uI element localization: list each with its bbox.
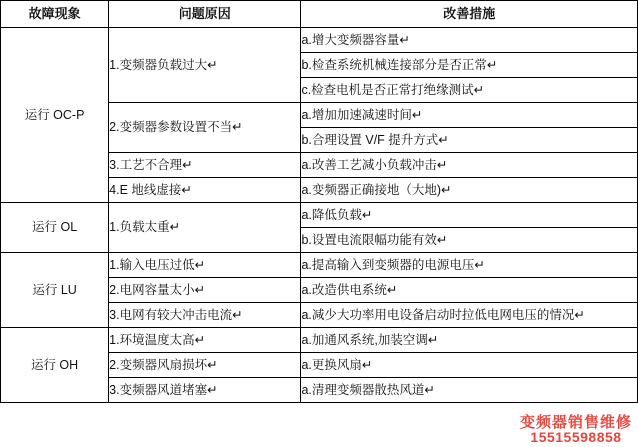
- cause-cell: 3.变频器风道堵塞↵: [109, 378, 301, 403]
- table-row: [1, 203, 638, 228]
- column-header-symptom: 故障现象: [1, 1, 109, 28]
- cause-cell: 1.变频器负载过大↵: [109, 28, 301, 103]
- group-label: 运行 LU: [1, 253, 109, 328]
- action-cell: a.改造供电系统↵: [301, 278, 638, 303]
- action-cell: a.减少大功率用电设备启动时拉低电网电压的情况↵: [301, 303, 638, 328]
- cause-cell: 2.电网容量太小↵: [109, 278, 301, 303]
- cause-cell: 3.电网有较大冲击电流↵: [109, 303, 301, 328]
- group-label: 运行 OL: [1, 203, 109, 253]
- action-cell: b.设置电流限幅功能有效↵: [301, 228, 638, 253]
- table-row: [1, 28, 638, 53]
- table-row: [1, 328, 638, 353]
- watermark-line-2: 15515598858: [530, 429, 622, 446]
- cause-cell: 4.E 地线虚接↵: [109, 178, 301, 203]
- cause-cell: 1.输入电压过低↵: [109, 253, 301, 278]
- action-cell: a.增大变频器容量↵: [301, 28, 638, 53]
- watermark-line-1: 变频器销售维修: [519, 413, 632, 431]
- action-cell: a.降低负载↵: [301, 203, 638, 228]
- action-cell: a.增加加速减速时间↵: [301, 103, 638, 128]
- cause-cell: 2.变频器风扇损坏↵: [109, 353, 301, 378]
- column-header-cause: 问题原因: [109, 1, 301, 28]
- cause-cell: 2.变频器参数设置不当↵: [109, 103, 301, 153]
- column-header-action: 改善措施: [301, 1, 638, 28]
- action-cell: a.清理变频器散热风道↵: [301, 378, 638, 403]
- cause-cell: 1.环境温度太高↵: [109, 328, 301, 353]
- action-cell: c.检查电机是否正常打绝缘测试↵: [301, 78, 638, 103]
- action-cell: a.更换风扇↵: [301, 353, 638, 378]
- table-header-row: [1, 1, 638, 28]
- action-cell: a.改善工艺减小负载冲击↵: [301, 153, 638, 178]
- action-cell: b.检查系统机械连接部分是否正常↵: [301, 53, 638, 78]
- group-label: 运行 OH: [1, 328, 109, 403]
- group-label: 运行 OC-P: [1, 28, 109, 203]
- cause-cell: 1.负载太重↵: [109, 203, 301, 253]
- action-cell: a.提高输入到变频器的电源电压↵: [301, 253, 638, 278]
- action-cell: b.合理设置 V/F 提升方式↵: [301, 128, 638, 153]
- watermark: [520, 415, 632, 445]
- cause-cell: 3.工艺不合理↵: [109, 153, 301, 178]
- table-row: [1, 253, 638, 278]
- action-cell: a.变频器正确接地（大地)↵: [301, 178, 638, 203]
- action-cell: a.加通风系统,加装空调↵: [301, 328, 638, 353]
